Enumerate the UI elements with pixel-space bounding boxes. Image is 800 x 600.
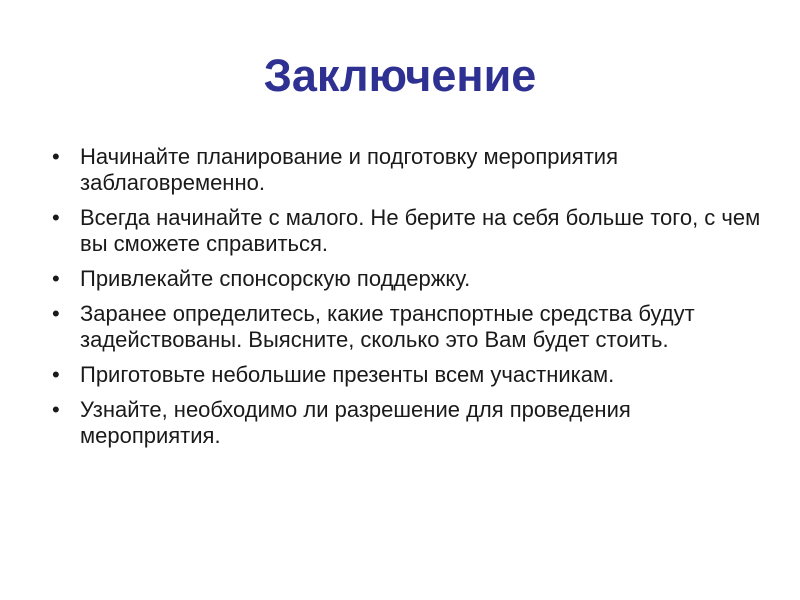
list-item <box>52 301 762 353</box>
bullet-text: Начинайте планирование и подготовку мероприятия заблаговременно. <box>80 144 618 195</box>
list-item <box>52 266 762 292</box>
bullet-text: Всегда начинайте с малого. Не берите на себя больше того, с чем вы сможете справиться. <box>80 205 761 256</box>
list-item <box>52 397 762 449</box>
bullet-text: Привлекайте спонсорскую поддержку. <box>80 266 471 291</box>
bullet-icon: • <box>52 397 60 422</box>
bullet-list <box>52 144 762 458</box>
bullet-icon: • <box>52 266 60 291</box>
bullet-text: Узнайте, необходимо ли разрешение для проведения мероприятия. <box>80 397 631 448</box>
list-item <box>52 144 762 196</box>
bullet-icon: • <box>52 205 60 230</box>
list-item <box>52 205 762 257</box>
bullet-text: Заранее определитесь, какие транспортные средства будут задействованы. Выясните, сколько это Вам будет стоить. <box>80 301 695 352</box>
bullet-icon: • <box>52 301 60 326</box>
list-item <box>52 362 762 388</box>
bullet-icon: • <box>52 362 60 387</box>
slide-title: Заключение <box>263 50 537 101</box>
bullet-text: Приготовьте небольшие презенты всем участникам. <box>80 362 615 387</box>
bullet-icon: • <box>52 144 60 169</box>
